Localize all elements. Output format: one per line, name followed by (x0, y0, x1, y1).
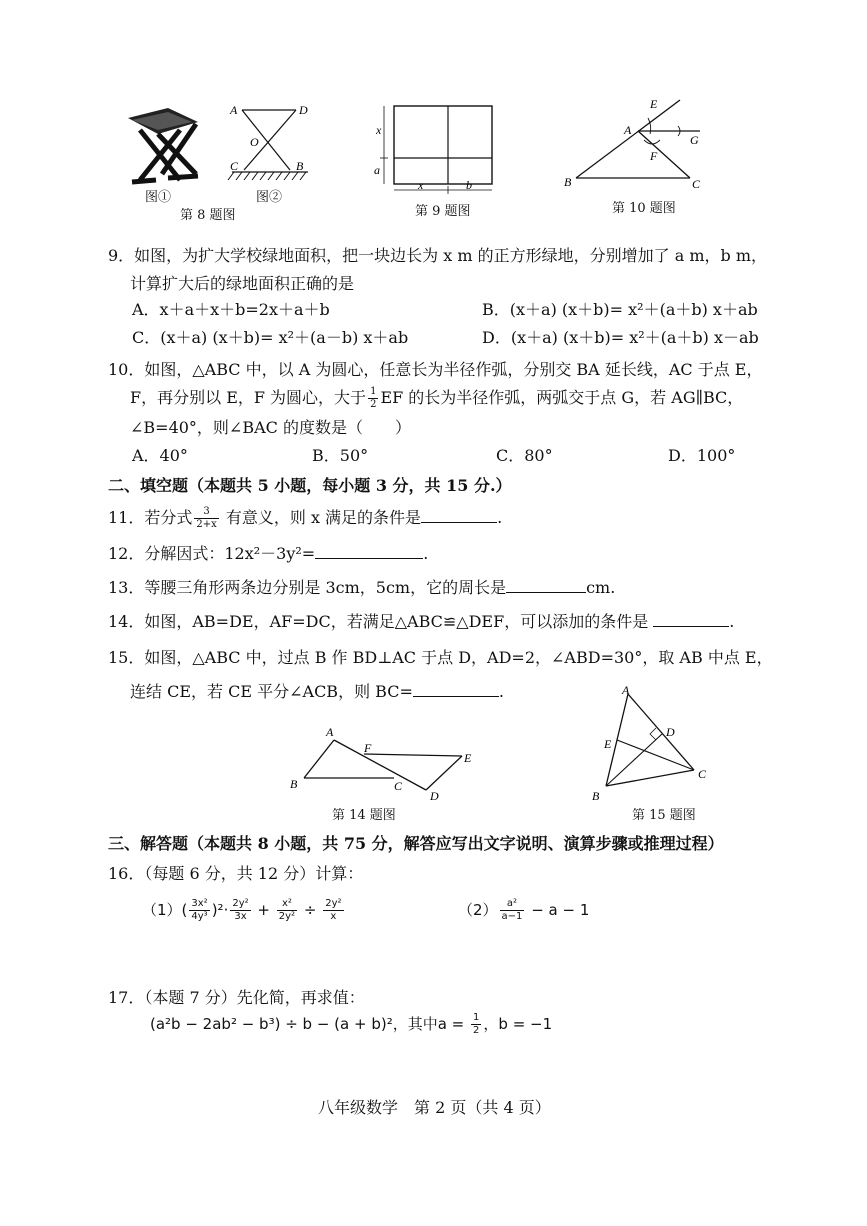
q9-option-c: C．(x＋a) (x＋b)= x²＋(a－b) x＋ab (132, 328, 409, 347)
q13-answer-blank[interactable] (506, 576, 586, 593)
q12-answer-blank[interactable] (315, 542, 423, 559)
q9-option-d: D．(x＋a) (x＋b)= x²＋(a＋b) x－ab (482, 328, 759, 347)
q10-option-b: B．50° (312, 446, 369, 465)
q10-stem-line1: 10．如图，△ABC 中，以 A 为圆心，任意长为半径作弧，分别交 BA 延长线，AC 于点 E， (108, 360, 763, 379)
svg-text:A: A (230, 103, 238, 117)
svg-text:A: A (622, 684, 630, 697)
svg-text:x: x (418, 178, 424, 192)
q10-stem-line2 (130, 386, 743, 411)
section-2-heading: 二、填空题（本题共 5 小题，每小题 3 分，共 15 分.） (108, 476, 512, 495)
q10-half-fraction: $\frac{1}{2}$ (370, 386, 377, 410)
q15-caption: 第 15 题图 (632, 808, 696, 823)
svg-text:E: E (650, 97, 658, 111)
svg-text:B: B (296, 159, 304, 173)
q12-stem: 12．分解因式：12x²－3y²= . (108, 544, 429, 563)
section-3-heading: 三、解答题（本题共 8 小题，共 75 分，解答应写出文字说明、演算步骤或推理过程） (108, 834, 724, 853)
svg-text:G: G (690, 133, 699, 147)
q14-stem: 14．如图，AB=DE，AF=DC，若满足△ABC≌△DEF，可以添加的条件是 . (108, 612, 735, 631)
svg-text:C: C (692, 177, 701, 191)
svg-text:F: F (364, 741, 372, 755)
svg-text:B: B (592, 789, 600, 803)
q10-caption: 第 10 题图 (612, 201, 676, 216)
page-footer: 八年级数学 第 2 页（共 4 页） (318, 1098, 551, 1117)
q10-triangle-figure (560, 96, 720, 196)
q8-caption-fig2: 图② (256, 190, 283, 205)
q14-answer-blank[interactable] (653, 610, 729, 627)
q9-option-b: B．(x＋a) (x＋b)= x²＋(a＋b) x＋ab (482, 300, 758, 319)
q11-stem: 11．若分式 $\frac{3}{2+x}$ 有意义，则 x 满足的条件是 . (108, 506, 503, 530)
svg-text:C: C (394, 779, 403, 793)
q16-part2: （2） $\frac{\text{a²}}{a-1}$ − a − 1 (458, 898, 590, 922)
q15-figure (586, 684, 726, 804)
q9-stem-line1: 9．如图，为扩大学校绿地面积，把一块边长为 x m 的正方形绿地，分别增加了 a m，b m， (108, 246, 768, 265)
q10-line2-end: EF 的长为半径作弧，两弧交于点 G，若 AG∥BC， (380, 388, 744, 407)
q15-answer-blank[interactable] (413, 680, 499, 697)
q9-caption: 第 9 题图 (415, 204, 471, 219)
svg-text:b: b (466, 178, 472, 192)
q10-option-c: C．80° (496, 446, 553, 465)
svg-text:D: D (430, 789, 439, 803)
svg-text:E: E (604, 737, 612, 751)
q10-option-a: A．40° (132, 446, 188, 465)
q16-title: 16．（每题 6 分，共 12 分）计算： (108, 864, 364, 883)
svg-text:B: B (564, 175, 572, 189)
svg-text:E: E (464, 751, 472, 765)
q17-expression: (a²b − 2ab² − b³) ÷ b − (a + b)²，其中a = $\frac{1}{2}$ ，b = −1 (150, 1012, 553, 1036)
svg-text:F: F (650, 149, 658, 163)
q11-answer-blank[interactable] (421, 506, 497, 523)
q11-fraction: $\frac{3}{2+x}$ (196, 506, 217, 530)
svg-text:a: a (374, 163, 380, 177)
svg-text:O: O (250, 135, 259, 149)
svg-text:D: D (299, 103, 308, 117)
q8-stool-figure (118, 100, 208, 190)
svg-text:A: A (624, 123, 632, 137)
q15-stem-line2: 连结 CE，若 CE 平分∠ACB，则 BC= . (130, 682, 504, 701)
q8-caption-fig1: 图① (145, 190, 172, 205)
q9-option-a: A．x＋a＋x＋b=2x＋a＋b (132, 300, 330, 319)
q17-title: 17．（本题 7 分）先化简，再求值： (108, 988, 365, 1007)
svg-text:C: C (230, 159, 239, 173)
q14-figure (286, 724, 486, 804)
q14-caption: 第 14 题图 (332, 808, 396, 823)
svg-text:x: x (376, 123, 382, 137)
q10-option-d: D．100° (668, 446, 736, 465)
q13-stem: 13．等腰三角形两条边分别是 3cm，5cm，它的周长是 cm. (108, 578, 616, 597)
q8-cross-figure (222, 98, 314, 188)
q15-stem-line1: 15．如图，△ABC 中，过点 B 作 BD⊥AC 于点 D，AD=2，∠ABD=30°，取 AB 中点 E， (108, 648, 773, 667)
q9-stem-line2: 计算扩大后的绿地面积正确的是 (130, 274, 355, 293)
q8-caption: 第 8 题图 (180, 208, 236, 223)
svg-text:A: A (326, 725, 334, 739)
svg-text:B: B (290, 777, 298, 791)
svg-text:C: C (698, 767, 707, 781)
svg-text:D: D (666, 725, 675, 739)
q9-rectangle-figure (370, 100, 500, 200)
q10-line2-start: F，再分别以 E，F 为圆心，大于 (130, 388, 367, 407)
q10-stem-line3: ∠B=40°，则∠BAC 的度数是（ ） (130, 418, 411, 437)
q16-part1: （1）( $\frac{\text{3x²}}{\text{4y³}}$ )²· $\frac{\text{2y²}}{3x}$ + $\frac{\text{x²}}{\text{2y²}}$ ÷ $\frac{\text{2y²}}{x}$ (142, 898, 342, 922)
